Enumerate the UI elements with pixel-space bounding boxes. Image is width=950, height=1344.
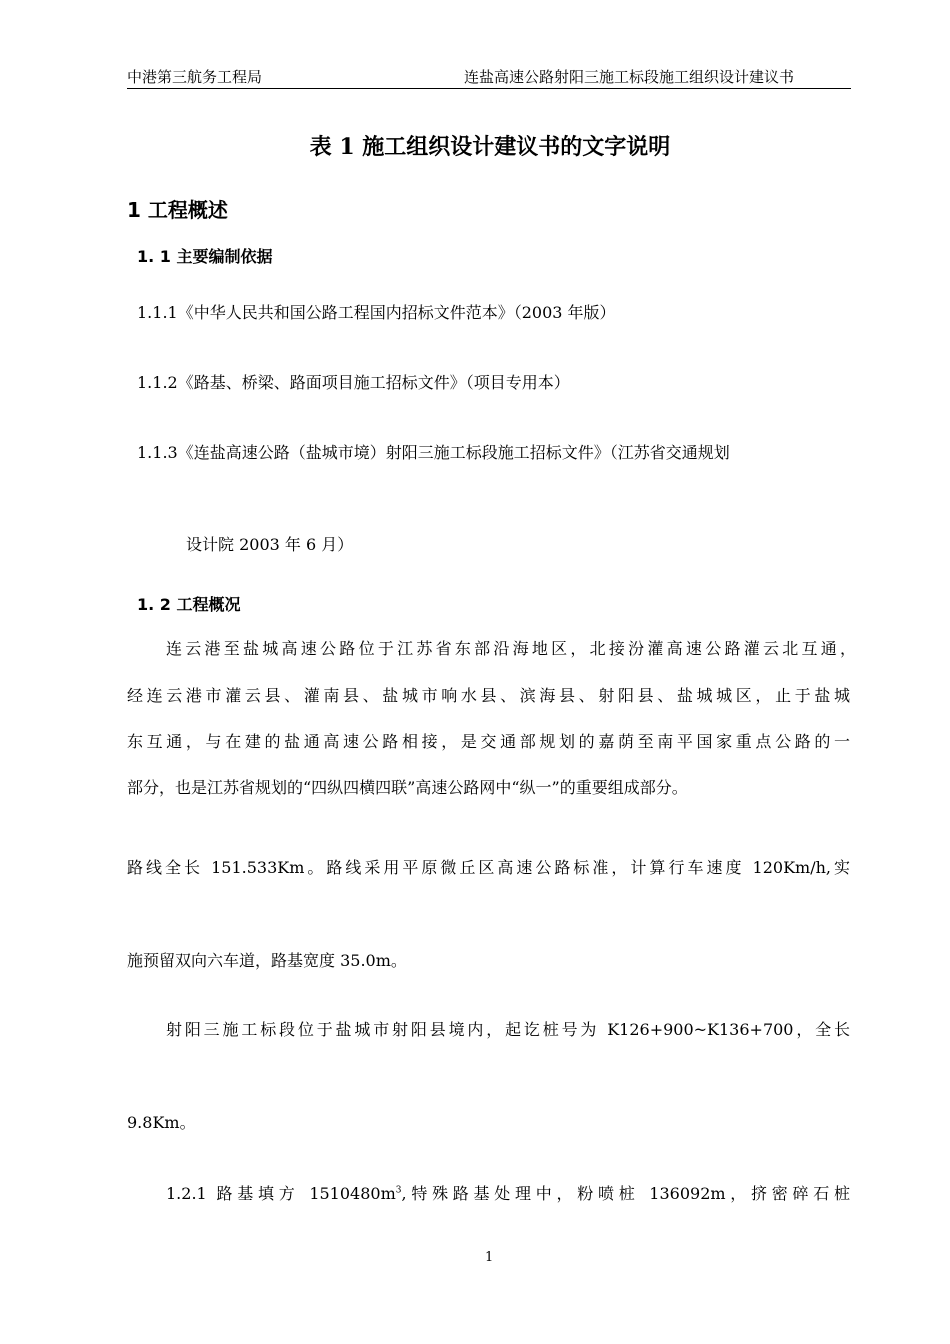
body-text-line-with-superscript [166, 1181, 850, 1204]
header-left: 中港第三航务工程局 [127, 68, 263, 86]
body-text-line: 东互通，与在建的盐通高速公路相接，是交通部规划的嘉荫至南平国家重点公路的一 [127, 732, 850, 751]
body-text-line: 部分，也是江苏省规划的“四纵四横四联”高速公路网中“纵一”的重要组成部分。 [127, 778, 688, 797]
body-text-line: 经连云港市灌云县、灌南县、盐城市响水县、滨海县、射阳县、盐城城区，止于盐城 [127, 686, 850, 705]
body-text-line: 连云港至盐城高速公路位于江苏省东部沿海地区，北接汾灌高速公路灌云北互通， [166, 639, 856, 658]
reference-item-continuation: 设计院 2003 年 6 月） [186, 535, 354, 554]
page-number: 1 [485, 1250, 494, 1265]
body-text-line: 射阳三施工标段位于盐城市射阳县境内，起讫桩号为 K126+900~K136+700，全长 [166, 1020, 850, 1039]
subsection-heading-1-2: 1. 2 工程概况 [137, 595, 241, 614]
body-text-line: 9.8Km。 [127, 1113, 196, 1132]
document-title: 表 1 施工组织设计建议书的文字说明 [309, 134, 671, 160]
superscript: 3 [395, 1185, 402, 1196]
text-before-superscript: 1.2.1 路基填方 1510480m [166, 1184, 396, 1203]
subsection-heading-1-1: 1. 1 主要编制依据 [137, 247, 273, 266]
section-heading: 1 工程概述 [127, 198, 228, 222]
header-rule [127, 88, 851, 89]
body-text-line: 路线全长 151.533Km。路线采用平原微丘区高速公路标准，计算行车速度 120Km/h,实 [127, 858, 850, 877]
body-text-line: 施预留双向六车道，路基宽度 35.0m。 [127, 951, 407, 970]
reference-item: 1.1.3《连盐高速公路（盐城市境）射阳三施工标段施工招标文件》（江苏省交通规划 [137, 443, 730, 462]
reference-item: 1.1.2《路基、桥梁、路面项目施工招标文件》（项目专用本） [137, 373, 570, 392]
text-after-superscript: ,特殊路基处理中，粉喷桩 136092m，挤密碎石桩 [401, 1184, 850, 1203]
header-right: 连盐高速公路射阳三施工标段施工组织设计建议书 [464, 68, 795, 86]
reference-item: 1.1.1《中华人民共和国公路工程国内招标文件范本》（2003 年版） [137, 303, 616, 322]
